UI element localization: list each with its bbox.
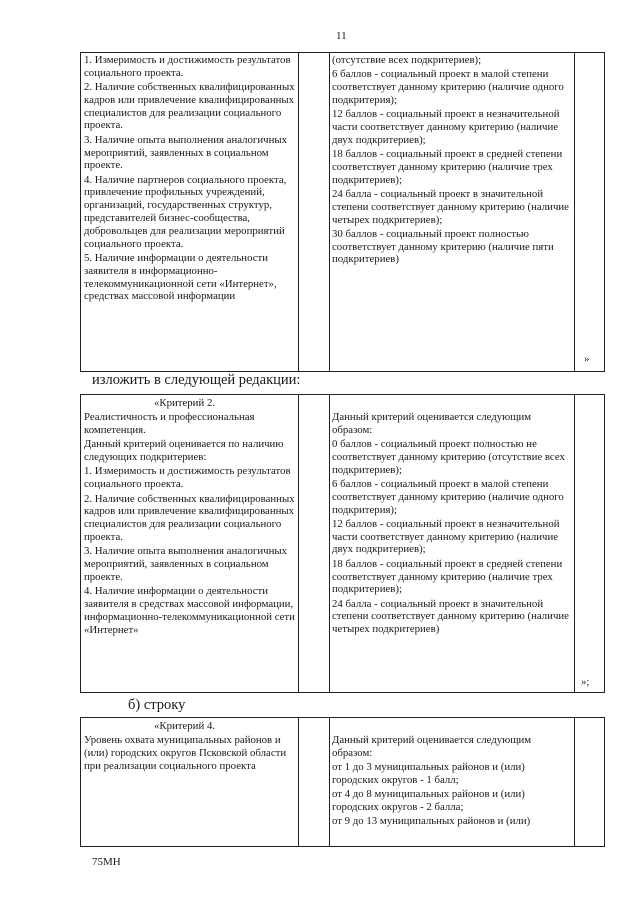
score-item: 24 балла - социальный проект в значительной степени соответствует данному критерию (наличие четырех подкритериев); [332,187,569,226]
column-divider [574,53,575,371]
score-item: 6 баллов - социальный проект в малой степени соответствует данному критерию (наличие одного подкритерия); [332,477,564,516]
subcriterion-item: 4. Наличие партнеров социального проекта, привлечение профильных учреждений, организаций, государственных структур, представителей бизнес-сообщества, добровольцев для реализации мероприятий социального проекта. [84,173,287,250]
amendment-heading: изложить в следующей редакции: [92,372,301,388]
subcriterion-item: 1. Измеримость и достижимость результатов социального проекта. [84,465,291,491]
criteria-left-column [84,397,296,638]
criterion-title: «Критерий 4. [154,720,216,732]
column-divider [329,53,330,371]
score-item: от 1 до 3 муниципальных районов и (или) городских округов - 1 балл; [332,761,525,786]
criteria-table-old [80,52,605,372]
column-divider [298,718,299,846]
score-item: 24 балла - социальный проект в значительной степени соответствует данному критерию (наличие четырех подкритериев) [332,597,569,636]
subcriterion-item: 2. Наличие собственных квалифицированных кадров или привлечение квалифицированных специалистов для реализации социального проекта. [84,81,295,132]
score-item: 12 баллов - социальный проект в незначительной части соответствует данному критерию (наличие двух подкритериев); [332,517,560,556]
score-item: 12 баллов - социальный проект в незначительной части соответствует данному критерию (наличие двух подкритериев); [332,108,560,146]
subcriterion-item: 3. Наличие опыта выполнения аналогичных мероприятий, заявленных в социальном проекте. [84,545,287,583]
column-divider [298,395,299,692]
score-item: Данный критерий оценивается следующим образом: [332,734,532,759]
subcriterion-item: 1. Измеримость и достижимость результатов социального проекта. [84,54,291,79]
score-item: 18 баллов - социальный проект в средней степени соответствует данному критерию (наличие трех подкритериев); [332,557,563,596]
subcriterion-item: 4. Наличие информации о деятельности заявителя в средствах массовой информации, информационно-телекоммуникационной сети «Интернет» [84,585,295,636]
criteria-left-column [84,720,296,774]
amendment-subheading: б) строку [128,697,186,713]
score-item: 18 баллов - социальный проект в средней степени соответствует данному критерию (наличие трех подкритериев); [332,148,563,186]
score-item: от 9 до 13 муниципальных районов и (или) [332,815,531,828]
score-item: 30 баллов - социальный проект полностью соответствует данному критерию (наличие пяти подкритериев) [332,227,554,266]
criteria-left-column [84,54,296,305]
criterion-name: Уровень охвата муниципальных районов и (или) городских округов Псковской области при реализации социального проекта [84,734,287,772]
score-item: 0 баллов - социальный проект полностью не соответствует данному критерию (отсутствие всех подкритериев); [332,438,565,476]
column-divider [329,718,330,846]
closing-quote: » [584,353,590,365]
criterion-description: Данный критерий оценивается по наличию следующих подкритериев: [84,438,284,464]
score-item: 6 баллов - социальный проект в малой степени соответствует данному критерию (наличие одного подкритерия); [332,68,564,106]
page-number: 11 [336,30,347,42]
column-divider [298,53,299,371]
criteria-table-row [80,717,605,847]
criteria-table-new [80,394,605,693]
score-item: (отсутствие всех подкритериев); [332,54,482,66]
column-divider [574,718,575,846]
document-code: 75МН [92,856,121,868]
scoring-right-column [332,734,572,830]
column-divider [574,395,575,692]
score-item: от 4 до 8 муниципальных районов и (или) городских округов - 2 балла; [332,788,525,813]
criterion-name: Реалистичность и профессиональная компетенция. [84,411,255,437]
subcriterion-item: 3. Наличие опыта выполнения аналогичных мероприятий, заявленных в социальном проекте. [84,133,287,172]
scoring-right-column [332,54,572,268]
subcriterion-item: 5. Наличие информации о деятельности заявителя в информационно-телекоммуникационной сети «Интернет», средствах массовой информации [84,251,277,303]
criterion-title: «Критерий 2. [154,397,216,409]
subcriterion-item: 2. Наличие собственных квалифицированных кадров или привлечение квалифицированных специалистов для реализации социального проекта. [84,492,295,543]
scoring-right-column [332,411,572,638]
closing-quote: »; [581,676,590,688]
column-divider [329,395,330,692]
score-item: Данный критерий оценивается следующим образом: [332,411,532,436]
